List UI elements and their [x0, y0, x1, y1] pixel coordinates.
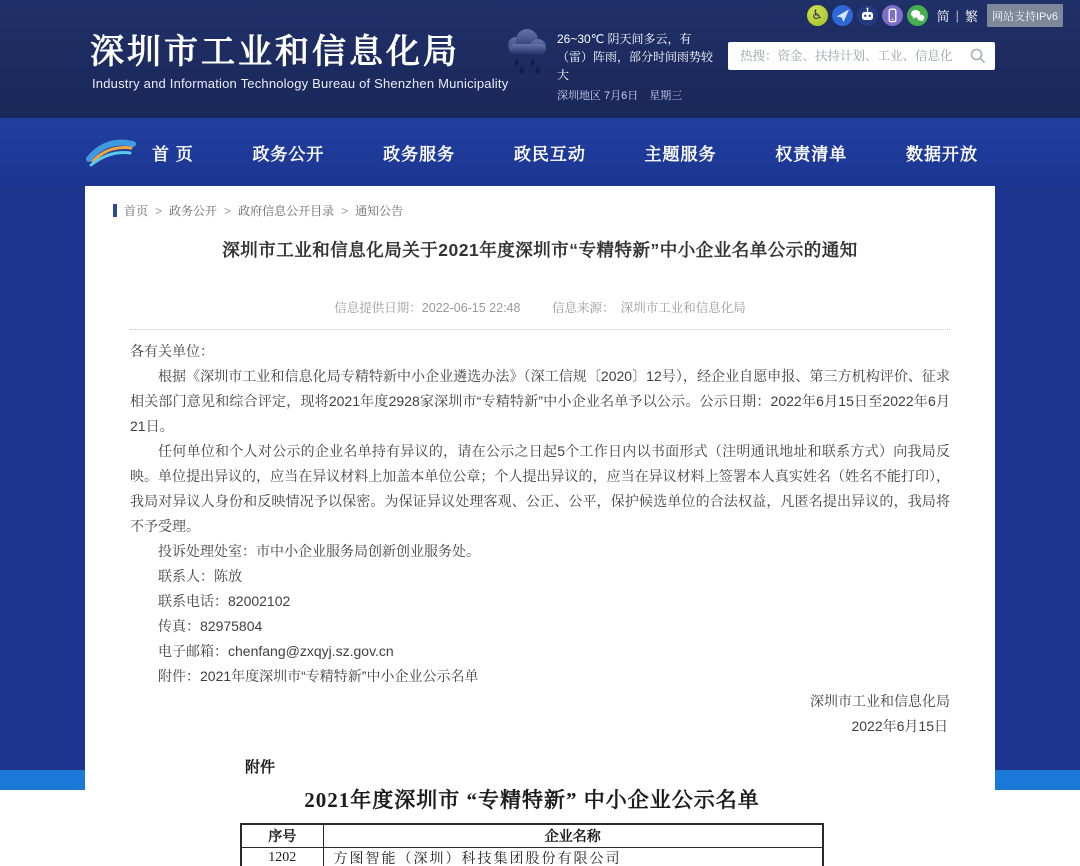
article-paragraph: 任何单位和个人对公示的企业名单持有异议的，请在公示之日起5个工作日内以书面形式（注明通讯地址和联系方式）向我局反映。单位提出异议的，应当在异议材料上加盖本单位公章；个人提出异议的，应当在异议材料上签署本人真实姓名（姓名不能打印），我局对异议人身份和反映情况予以保密。为保证异议处理客观、公正、公平，保护候选单位的合法权益，凡匿名提出异议的，我局将不予受理。 [130, 443, 950, 534]
table-header-no: 序号 [241, 824, 323, 847]
table-header-row [241, 824, 823, 847]
article-paragraph: 投诉处理处室：市中小企业服务局创新创业服务处。 [158, 543, 480, 559]
article-contact-person: 联系人：陈放 [158, 568, 242, 584]
attachment-document [240, 756, 824, 866]
nav-item-gov-services[interactable]: 政务服务 [383, 144, 456, 164]
signature-block [130, 689, 950, 739]
nav-item-interaction[interactable]: 政民互动 [513, 144, 586, 164]
table-row [241, 847, 823, 866]
article-meta [85, 298, 995, 316]
weather-location-date: 深圳地区 7月6日 星期三 [557, 90, 683, 102]
signature-org: 深圳市工业和信息化局 [810, 693, 950, 709]
lang-simplified[interactable]: 简 [936, 9, 950, 24]
language-switch [937, 6, 978, 25]
attachment-title: 2021年度深圳市 “专精特新” 中小企业公示名单 [304, 788, 760, 812]
article-body [130, 339, 950, 739]
divider-rule [130, 329, 950, 330]
article-meta-source: 信息来源： 深圳市工业和信息化局 [551, 301, 746, 315]
content-panel [85, 186, 995, 866]
site-logo[interactable] [86, 133, 136, 176]
table-cell-company: 方图智能（深圳）科技集团股份有限公司 [323, 847, 823, 866]
accessibility-icon[interactable]: ♿ [807, 5, 828, 26]
paper-plane-icon[interactable] [832, 5, 853, 26]
topbar [807, 4, 1063, 27]
breadcrumb-separator: > [155, 203, 163, 218]
nav-item-gov-info[interactable]: 政务公开 [252, 144, 325, 164]
mobile-phone-icon[interactable] [882, 5, 903, 26]
lang-divider: | [955, 8, 959, 23]
search-icon[interactable] [969, 47, 987, 70]
breadcrumb-directory[interactable]: 政府信息公开目录 [238, 204, 335, 218]
table-header-company: 企业名称 [323, 824, 823, 847]
main-nav [0, 118, 1080, 186]
article-title: 深圳市工业和信息化局关于2021年度深圳市“专精特新”中小企业名单公示的通知 [222, 240, 858, 260]
signature-date: 2022年6月15日 [851, 718, 948, 734]
weather-forecast: 26~30℃ 阴天间多云，有（雷）阵雨，部分时间雨势较大 [557, 32, 714, 82]
rain-cloud-icon [503, 26, 551, 83]
site-title: 深圳市工业和信息化局 [90, 33, 460, 71]
breadcrumb [85, 186, 995, 219]
lang-traditional[interactable]: 繁 [964, 9, 978, 24]
weather-panel [557, 30, 713, 105]
attachment-label: 附件 [245, 760, 276, 776]
nav-item-home[interactable]: 首 页 [152, 144, 194, 164]
table-cell-no: 1202 [241, 847, 323, 866]
attachment-table [240, 823, 824, 866]
nav-item-responsibility-list[interactable]: 权责清单 [775, 144, 848, 164]
nav-item-topics[interactable]: 主题服务 [644, 144, 717, 164]
article-salutation: 各有关单位： [130, 343, 214, 359]
article-email: 电子邮箱：chenfang@zxqyj.sz.gov.cn [158, 643, 394, 659]
breadcrumb-separator: > [224, 203, 232, 218]
search-input[interactable] [728, 42, 995, 70]
robot-icon[interactable] [857, 5, 878, 26]
site-header [0, 0, 1080, 118]
ipv6-badge[interactable]: 网站支持IPv6 [987, 4, 1063, 27]
article-meta-date: 信息提供日期：2022-06-15 22:48 [334, 301, 521, 315]
breadcrumb-accent-bar [113, 204, 117, 217]
article-attachment-line: 附件：2021年度深圳市“专精特新”中小企业公示名单 [158, 668, 479, 684]
article-contact-phone: 联系电话：82002102 [158, 593, 291, 609]
quick-icon-row [807, 5, 928, 26]
search-box [728, 42, 995, 70]
breadcrumb-notices[interactable]: 通知公告 [355, 204, 404, 218]
article-fax: 传真：82975804 [158, 618, 263, 634]
nav-items [152, 118, 978, 186]
breadcrumb-gov-info[interactable]: 政务公开 [169, 204, 218, 218]
breadcrumb-separator: > [341, 203, 349, 218]
wechat-icon[interactable] [907, 5, 928, 26]
breadcrumb-home[interactable]: 首页 [124, 204, 149, 218]
article-paragraph: 根据《深圳市工业和信息化局专精特新中小企业遴选办法》（深工信规〔2020〕12号），经企业自愿申报、第三方机构评价、征求相关部门意见和综合评定，现将2021年度2928家深圳市“专精特新”中小企业名单予以公示。公示日期：2022年6月15日至2022年6月21日。 [130, 368, 950, 434]
nav-item-open-data[interactable]: 数据开放 [905, 144, 978, 164]
site-subtitle-en: Industry and Information Technology Bureau of Shenzhen Municipality [92, 76, 509, 91]
